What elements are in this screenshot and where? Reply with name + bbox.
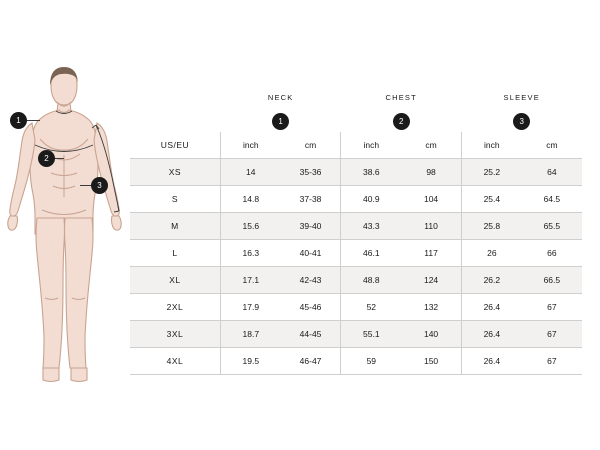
- cell-neck-inch: 17.9: [220, 294, 280, 321]
- figure-panel: [0, 0, 130, 450]
- cell-neck-cm: 39-40: [281, 213, 341, 240]
- figure-marker-2: 2: [38, 150, 55, 167]
- cell-chest-inch: 55.1: [341, 321, 401, 348]
- header-sleeve-cm: cm: [522, 132, 582, 159]
- badge-cell-neck: [220, 108, 341, 132]
- cell-sleeve-cm: 65.5: [522, 213, 582, 240]
- cell-size: M: [130, 213, 220, 240]
- cell-chest-cm: 140: [401, 321, 461, 348]
- badge-3: 3: [513, 113, 530, 130]
- cell-neck-cm: 42-43: [281, 267, 341, 294]
- group-header-sleeve: SLEEVE: [503, 92, 540, 102]
- group-header-neck: NECK: [267, 92, 294, 102]
- header-size: US/EU: [130, 132, 220, 159]
- cell-neck-inch: 14: [220, 159, 280, 186]
- table-row: [130, 159, 582, 186]
- cell-chest-cm: 124: [401, 267, 461, 294]
- cell-chest-inch: 52: [341, 294, 401, 321]
- cell-neck-cm: 46-47: [281, 348, 341, 375]
- cell-neck-inch: 17.1: [220, 267, 280, 294]
- cell-chest-cm: 110: [401, 213, 461, 240]
- cell-sleeve-cm: 64: [522, 159, 582, 186]
- table-row: [130, 267, 582, 294]
- cell-neck-cm: 40-41: [281, 240, 341, 267]
- table-row: [130, 186, 582, 213]
- cell-chest-inch: 43.3: [341, 213, 401, 240]
- cell-chest-cm: 132: [401, 294, 461, 321]
- cell-chest-inch: 48.8: [341, 267, 401, 294]
- header-chest-cm: cm: [401, 132, 461, 159]
- figure-marker-1: 1: [10, 112, 27, 129]
- badge-2: 2: [393, 113, 410, 130]
- header-neck-cm: cm: [281, 132, 341, 159]
- group-header-blank: [130, 86, 220, 108]
- cell-chest-cm: 98: [401, 159, 461, 186]
- cell-sleeve-cm: 66: [522, 240, 582, 267]
- cell-chest-cm: 150: [401, 348, 461, 375]
- cell-sleeve-inch: 26.4: [461, 348, 521, 375]
- cell-chest-inch: 46.1: [341, 240, 401, 267]
- cell-sleeve-inch: 26.2: [461, 267, 521, 294]
- cell-sleeve-inch: 25.4: [461, 186, 521, 213]
- group-badge-row: [130, 108, 582, 132]
- cell-neck-inch: 16.3: [220, 240, 280, 267]
- cell-chest-inch: 59: [341, 348, 401, 375]
- cell-size: 3XL: [130, 321, 220, 348]
- cell-sleeve-inch: 26: [461, 240, 521, 267]
- cell-size: S: [130, 186, 220, 213]
- badge-1: 1: [272, 113, 289, 130]
- cell-sleeve-cm: 64.5: [522, 186, 582, 213]
- cell-sleeve-inch: 26.4: [461, 294, 521, 321]
- body-figure-illustration: [4, 55, 126, 400]
- badge-cell-blank: [130, 108, 220, 132]
- cell-size: XS: [130, 159, 220, 186]
- cell-neck-cm: 35-36: [281, 159, 341, 186]
- table-row: [130, 213, 582, 240]
- cell-sleeve-cm: 66.5: [522, 267, 582, 294]
- group-header-row: [130, 86, 582, 108]
- badge-cell-sleeve: [461, 108, 582, 132]
- cell-neck-inch: 14.8: [220, 186, 280, 213]
- table-row: [130, 240, 582, 267]
- cell-sleeve-inch: 25.2: [461, 159, 521, 186]
- group-header-chest: CHEST: [385, 92, 417, 102]
- figure-marker-3: 3: [91, 177, 108, 194]
- cell-chest-cm: 117: [401, 240, 461, 267]
- cell-chest-inch: 40.9: [341, 186, 401, 213]
- header-sleeve-inch: inch: [461, 132, 521, 159]
- leader-line-1: [26, 120, 40, 121]
- cell-sleeve-inch: 26.4: [461, 321, 521, 348]
- cell-sleeve-cm: 67: [522, 321, 582, 348]
- cell-sleeve-inch: 25.8: [461, 213, 521, 240]
- unit-header-row: [130, 132, 582, 159]
- cell-neck-inch: 18.7: [220, 321, 280, 348]
- leader-line-2: [54, 158, 64, 159]
- table-row: [130, 348, 582, 375]
- cell-chest-inch: 38.6: [341, 159, 401, 186]
- cell-neck-cm: 44-45: [281, 321, 341, 348]
- cell-size: L: [130, 240, 220, 267]
- cell-neck-inch: 19.5: [220, 348, 280, 375]
- cell-neck-cm: 37-38: [281, 186, 341, 213]
- cell-sleeve-cm: 67: [522, 348, 582, 375]
- cell-neck-inch: 15.6: [220, 213, 280, 240]
- header-chest-inch: inch: [341, 132, 401, 159]
- cell-size: 2XL: [130, 294, 220, 321]
- header-neck-inch: inch: [220, 132, 280, 159]
- table-row: [130, 321, 582, 348]
- badge-cell-chest: [341, 108, 462, 132]
- cell-chest-cm: 104: [401, 186, 461, 213]
- table-row: [130, 294, 582, 321]
- cell-sleeve-cm: 67: [522, 294, 582, 321]
- cell-size: XL: [130, 267, 220, 294]
- cell-size: 4XL: [130, 348, 220, 375]
- cell-neck-cm: 45-46: [281, 294, 341, 321]
- size-chart-table: [130, 86, 582, 375]
